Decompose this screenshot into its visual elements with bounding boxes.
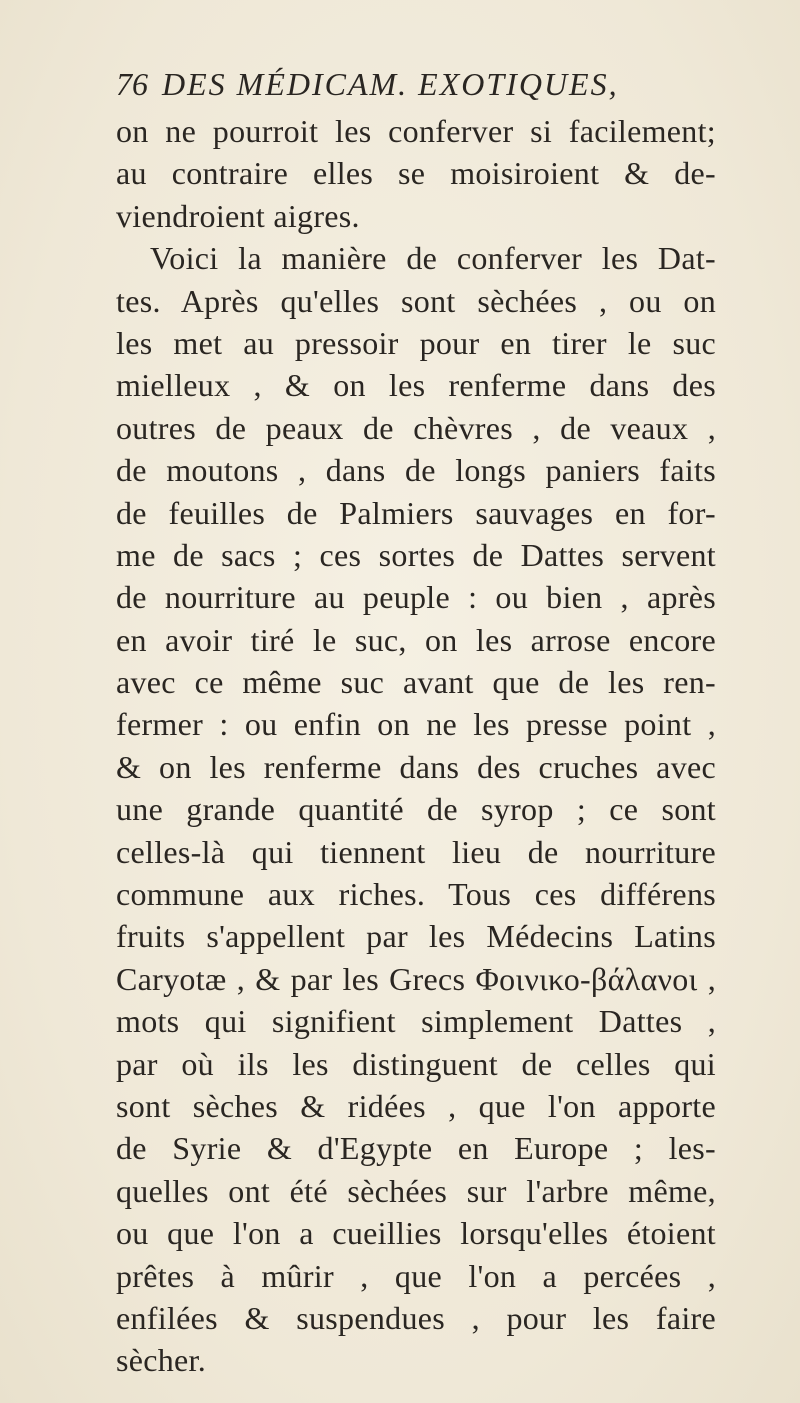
text-line: quelles ont été sèchées sur l'arbre même, bbox=[116, 1172, 716, 1209]
text-line: tes. Après qu'elles sont sèchées , ou on bbox=[116, 282, 716, 319]
text-line: les met au pressoir pour en tirer le suc bbox=[116, 324, 716, 361]
text-line: & on les renferme dans des cruches avec bbox=[116, 748, 716, 785]
text-line: de moutons , dans de longs paniers faits bbox=[116, 452, 716, 489]
text-line: sècher. bbox=[116, 1342, 207, 1379]
text-line: au contraire elles se moisiroient & de- bbox=[116, 155, 716, 192]
text-line: de nourriture au peuple : ou bien , après bbox=[116, 579, 716, 616]
text-line: commune aux riches. Tous ces différens bbox=[116, 876, 716, 913]
text-line: fermer : ou enfin on ne les presse point , bbox=[116, 706, 716, 743]
text-line: avec ce même suc avant que de les ren- bbox=[116, 664, 716, 701]
text-line: outres de peaux de chèvres , de veaux , bbox=[116, 409, 716, 446]
text-line: de Syrie & d'Egypte en Europe ; les- bbox=[116, 1130, 716, 1167]
text-line: une grande quantité de syrop ; ce sont bbox=[116, 791, 716, 828]
body-text bbox=[116, 110, 716, 1382]
text-line: on ne pourroit les conferver si facilement; bbox=[116, 113, 716, 149]
text-line: mielleux , & on les renferme dans des bbox=[116, 367, 716, 404]
text-line: sont sèches & ridées , que l'on apporte bbox=[116, 1087, 716, 1124]
text-line: me de sacs ; ces sortes de Dattes servent bbox=[116, 536, 716, 573]
text-line: par où ils les distinguent de celles qui bbox=[116, 1045, 716, 1082]
text-line: enfilées & suspendues , pour les faire bbox=[116, 1299, 716, 1336]
text-line: en avoir tiré le suc, on les arrose encore bbox=[116, 621, 716, 658]
text-line: ou que l'on a cueillies lorsqu'elles étoient bbox=[116, 1215, 716, 1252]
running-title: DES MÉDICAM. EXOTIQUES, bbox=[162, 66, 619, 102]
text-line: viendroient aigres. bbox=[116, 197, 360, 234]
text-line: celles-là qui tiennent lieu de nourriture bbox=[116, 833, 716, 870]
text-line: Voici la manière de conferver les Dat- bbox=[150, 240, 716, 277]
text-line: Caryotæ , & par les Grecs Φοινικο-βάλανοι , bbox=[116, 960, 716, 997]
page-number: 76 bbox=[116, 66, 148, 102]
text-line: prêtes à mûrir , que l'on a percées , bbox=[116, 1257, 716, 1294]
text-line: mots qui signifient simplement Dattes , bbox=[116, 1003, 716, 1040]
page-header bbox=[116, 66, 736, 112]
text-line: de feuilles de Palmiers sauvages en for- bbox=[116, 494, 716, 531]
text-line: fruits s'appellent par les Médecins Latins bbox=[116, 918, 716, 955]
